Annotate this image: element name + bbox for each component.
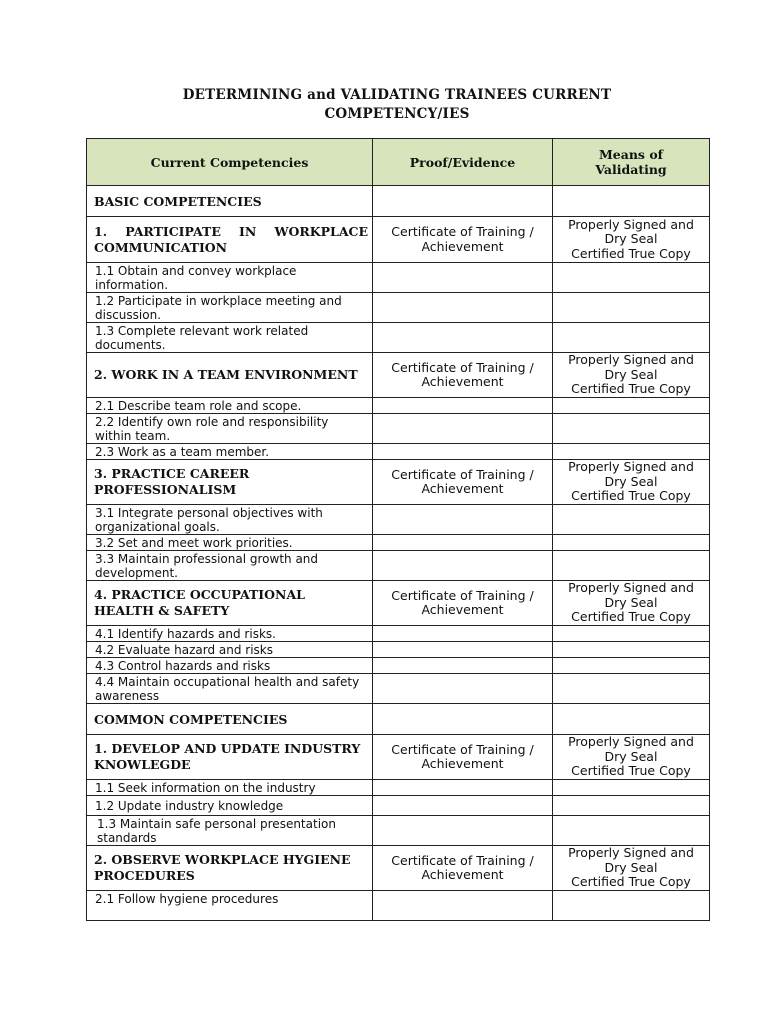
sub-competency-text: 4.4 Maintain occupational health and safety awareness bbox=[87, 674, 373, 704]
proof-line: Certificate of Training / bbox=[391, 852, 534, 868]
title-line-2: COMPETENCY/IES bbox=[324, 106, 470, 122]
competency-row bbox=[87, 735, 710, 780]
competency-row bbox=[87, 217, 710, 263]
means-line: Dry Seal bbox=[604, 594, 658, 610]
section-row-common bbox=[87, 704, 710, 735]
section-row-basic bbox=[87, 186, 710, 217]
sub-competency-row bbox=[87, 535, 710, 551]
competency-title: 1. PARTICIPATE IN WORKPLACE COMMUNICATION bbox=[87, 217, 373, 263]
sub-competency-row bbox=[87, 263, 710, 293]
title-line-1: DETERMINING and VALIDATING TRAINEES CURRENT bbox=[182, 87, 612, 103]
competency-title: 3. PRACTICE CAREER PROFESSIONALISM bbox=[87, 460, 373, 505]
empty-cell bbox=[373, 780, 553, 796]
proof-line: Certificate of Training / bbox=[391, 359, 534, 375]
empty-cell bbox=[373, 398, 553, 414]
proof-line: Achievement bbox=[421, 867, 504, 882]
sub-competency-row bbox=[87, 398, 710, 414]
sub-competency-text: 3.2 Set and meet work priorities. bbox=[87, 535, 373, 551]
empty-cell bbox=[373, 674, 553, 704]
sub-competency-text: 1.3 Maintain safe personal presentation standards bbox=[87, 816, 373, 846]
sub-competency-text: 2.1 Describe team role and scope. bbox=[87, 398, 373, 414]
header-means-line-2: Validating bbox=[595, 162, 667, 177]
proof-evidence-cell bbox=[373, 353, 553, 398]
empty-cell bbox=[553, 674, 710, 704]
sub-competency-row bbox=[87, 293, 710, 323]
section-label-common: COMMON COMPETENCIES bbox=[87, 704, 373, 735]
sub-competency-text: 1.3 Complete relevant work related documents. bbox=[87, 323, 373, 353]
means-line: Properly Signed and bbox=[568, 845, 694, 861]
competency-title: 1. DEVELOP AND UPDATE INDUSTRY KNOWLEGDE bbox=[87, 735, 373, 780]
empty-cell bbox=[553, 796, 710, 816]
means-line: Dry Seal bbox=[604, 366, 658, 382]
sub-competency-text: 4.2 Evaluate hazard and risks bbox=[87, 642, 373, 658]
empty-cell bbox=[373, 186, 553, 217]
empty-cell bbox=[373, 505, 553, 535]
empty-cell bbox=[553, 293, 710, 323]
header-current-competencies: Current Competencies bbox=[87, 139, 373, 186]
sub-competency-text: 2.2 Identify own role and responsibility within team. bbox=[87, 414, 373, 444]
sub-competency-row bbox=[87, 505, 710, 535]
empty-cell bbox=[553, 891, 710, 921]
sub-competency-row bbox=[87, 891, 710, 921]
means-line: Dry Seal bbox=[604, 859, 658, 875]
empty-cell bbox=[553, 398, 710, 414]
empty-cell bbox=[373, 891, 553, 921]
empty-cell bbox=[373, 658, 553, 674]
sub-competency-text: 1.1 Seek information on the industry bbox=[87, 780, 373, 796]
competency-row bbox=[87, 460, 710, 505]
means-line: Certified True Copy bbox=[571, 488, 691, 504]
empty-cell bbox=[373, 414, 553, 444]
means-line: Certified True Copy bbox=[571, 245, 691, 261]
means-of-validating-cell bbox=[553, 735, 710, 780]
means-line: Certified True Copy bbox=[571, 874, 691, 890]
means-of-validating-cell bbox=[553, 846, 710, 891]
sub-competency-text: 2.1 Follow hygiene procedures bbox=[87, 891, 373, 921]
empty-cell bbox=[373, 535, 553, 551]
empty-cell bbox=[553, 780, 710, 796]
sub-competency-row bbox=[87, 780, 710, 796]
means-line: Dry Seal bbox=[604, 748, 658, 764]
proof-line: Certificate of Training / bbox=[391, 741, 534, 757]
proof-line: Achievement bbox=[421, 481, 504, 496]
competency-row bbox=[87, 846, 710, 891]
means-line: Properly Signed and bbox=[568, 580, 694, 596]
sub-competency-row bbox=[87, 796, 710, 816]
means-line: Certified True Copy bbox=[571, 609, 691, 625]
sub-competency-row bbox=[87, 674, 710, 704]
empty-cell bbox=[373, 551, 553, 581]
means-line: Properly Signed and bbox=[568, 216, 694, 232]
proof-line: Achievement bbox=[421, 602, 504, 617]
proof-evidence-cell bbox=[373, 581, 553, 626]
empty-cell bbox=[553, 414, 710, 444]
empty-cell bbox=[553, 816, 710, 846]
proof-line: Certificate of Training / bbox=[391, 224, 534, 239]
sub-competency-text: 1.2 Update industry knowledge bbox=[87, 796, 373, 816]
competency-title: 2. OBSERVE WORKPLACE HYGIENE PROCEDURES bbox=[87, 846, 373, 891]
header-proof-evidence: Proof/Evidence bbox=[373, 139, 553, 186]
empty-cell bbox=[373, 704, 553, 735]
sub-competency-row bbox=[87, 323, 710, 353]
competency-row bbox=[87, 353, 710, 398]
sub-competency-row bbox=[87, 444, 710, 460]
sub-competency-text: 3.1 Integrate personal objectives with organizational goals. bbox=[87, 505, 373, 535]
means-line: Properly Signed and bbox=[568, 352, 694, 368]
header-means-of-validating bbox=[553, 139, 710, 186]
empty-cell bbox=[373, 293, 553, 323]
empty-cell bbox=[553, 551, 710, 581]
empty-cell bbox=[373, 323, 553, 353]
proof-evidence-cell bbox=[373, 460, 553, 505]
sub-competency-row bbox=[87, 414, 710, 444]
means-of-validating-cell bbox=[553, 460, 710, 505]
proof-line: Achievement bbox=[421, 756, 504, 771]
empty-cell bbox=[373, 263, 553, 293]
empty-cell bbox=[553, 505, 710, 535]
proof-line: Certificate of Training / bbox=[391, 466, 534, 482]
empty-cell bbox=[553, 704, 710, 735]
empty-cell bbox=[553, 658, 710, 674]
document-title bbox=[86, 86, 708, 124]
empty-cell bbox=[373, 626, 553, 642]
empty-cell bbox=[553, 444, 710, 460]
means-line: Certified True Copy bbox=[571, 763, 691, 779]
proof-line: Achievement bbox=[421, 374, 504, 389]
competency-table bbox=[86, 138, 710, 921]
sub-competency-text: 1.2 Participate in workplace meeting and discussion. bbox=[87, 293, 373, 323]
section-label-basic: BASIC COMPETENCIES bbox=[87, 186, 373, 217]
means-of-validating-cell bbox=[553, 353, 710, 398]
empty-cell bbox=[373, 796, 553, 816]
proof-line: Achievement bbox=[421, 238, 504, 254]
empty-cell bbox=[553, 642, 710, 658]
empty-cell bbox=[373, 444, 553, 460]
competency-title: 4. PRACTICE OCCUPATIONAL HEALTH & SAFETY bbox=[87, 581, 373, 626]
empty-cell bbox=[553, 626, 710, 642]
sub-competency-text: 4.3 Control hazards and risks bbox=[87, 658, 373, 674]
empty-cell bbox=[553, 323, 710, 353]
sub-competency-text: 3.3 Maintain professional growth and development. bbox=[87, 551, 373, 581]
sub-competency-text: 2.3 Work as a team member. bbox=[87, 444, 373, 460]
means-of-validating-cell bbox=[553, 217, 710, 263]
empty-cell bbox=[553, 186, 710, 217]
means-line: Properly Signed and bbox=[568, 459, 694, 475]
table-header-row bbox=[87, 139, 710, 186]
competency-row bbox=[87, 581, 710, 626]
proof-evidence-cell bbox=[373, 735, 553, 780]
means-line: Dry Seal bbox=[604, 231, 658, 247]
means-of-validating-cell bbox=[553, 581, 710, 626]
means-line: Certified True Copy bbox=[571, 381, 691, 397]
means-line: Properly Signed and bbox=[568, 734, 694, 750]
proof-evidence-cell bbox=[373, 217, 553, 263]
sub-competency-row bbox=[87, 551, 710, 581]
proof-evidence-cell bbox=[373, 846, 553, 891]
empty-cell bbox=[373, 642, 553, 658]
competency-title: 2. WORK IN A TEAM ENVIRONMENT bbox=[87, 353, 373, 398]
empty-cell bbox=[373, 816, 553, 846]
sub-competency-row bbox=[87, 642, 710, 658]
proof-line: Certificate of Training / bbox=[391, 587, 534, 603]
sub-competency-text: 4.1 Identify hazards and risks. bbox=[87, 626, 373, 642]
means-line: Dry Seal bbox=[604, 473, 658, 489]
sub-competency-row bbox=[87, 816, 710, 846]
sub-competency-row bbox=[87, 626, 710, 642]
sub-competency-text: 1.1 Obtain and convey workplace information. bbox=[87, 263, 373, 293]
sub-competency-row bbox=[87, 658, 710, 674]
empty-cell bbox=[553, 263, 710, 293]
empty-cell bbox=[553, 535, 710, 551]
header-means-line-1: Means of bbox=[598, 147, 664, 162]
